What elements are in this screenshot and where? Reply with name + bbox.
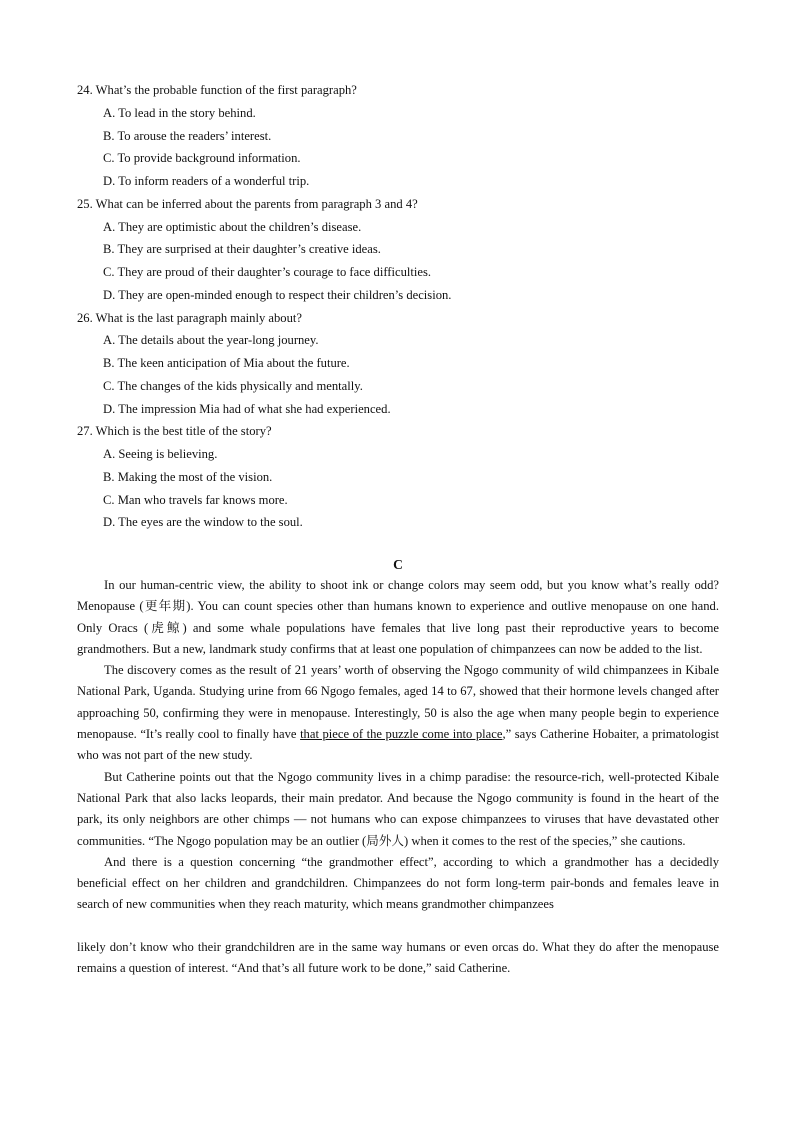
option-b: B. They are surprised at their daughter’s creative ideas. [103, 242, 381, 257]
option-b: B. Making the most of the vision. [103, 469, 273, 484]
option-d: D. The eyes are the window to the soul. [103, 515, 303, 530]
option-c: C. To provide background information. [103, 151, 301, 166]
option-a: A. To lead in the story behind. [103, 105, 256, 120]
option-d: D. To inform readers of a wonderful trip. [103, 174, 310, 188]
question-25 [77, 193, 737, 307]
option-d: D. The impression Mia had of what she had experienced. [103, 401, 391, 416]
question-stem: 27. Which is the best title of the story? [77, 424, 272, 439]
question-list [77, 79, 737, 534]
question-stem: 26. What is the last paragraph mainly about? [77, 310, 302, 325]
paragraph-3: But Catherine points out that the Ngogo community lives in a chimp paradise: the resource-rich, well-protected Kibale National Park that also lacks leopards, their main predator. And because the Ngogo community is found in the heart of the park, its only neighbors are other chimps — not humans who can expose chimpanzees to viruses that have devastated other communities. “The Ngogo population may be an outlier (局外人) when it comes to the rest of the species,” she cautions. [77, 769, 719, 848]
option-c: C. Man who travels far knows more. [103, 492, 288, 507]
paragraph-2 [77, 660, 719, 766]
option-a: A. They are optimistic about the children’s disease. [103, 219, 362, 234]
option-a: A. The details about the year-long journey. [103, 333, 319, 348]
option-c: C. The changes of the kids physically and mentally. [103, 378, 363, 393]
paragraph-4-continued: likely don’t know who their grandchildren are in the same way humans or even orcas do. What they do after the menopause remains a question of interest. “And that’s all future work to be done,” said Catherine. [77, 940, 719, 976]
question-27 [77, 420, 737, 534]
blank-line [77, 916, 719, 937]
question-stem: 24. What’s the probable function of the first paragraph? [77, 83, 357, 97]
paragraph-2-text: The discovery comes as the result of 21 years’ worth of observing the Ngogo community of wild chimpanzees in Kibale National Park, Uganda. Studying urine from 66 Ngogo females, aged 14 to 67, showed that their hormone levels changed after approaching 50, confirming they were in menopause. Interestingly, 50 is also the age when many people begin to experience menopause. “It’s really cool to finally have [77, 663, 719, 742]
section-title: C [393, 557, 403, 572]
paragraph-2-text-end: ,” says Catherine Hobaiter, a primatologist who was not part of the new study. [77, 727, 719, 763]
question-stem: 25. What can be inferred about the parents from paragraph 3 and 4? [77, 196, 418, 211]
paragraph-4: And there is a question concerning “the grandmother effect”, according to which a grandmother has a decidedly beneficial effect on her children and grandchildren. Chimpanzees do not form long-term pair-bonds and females leave in search of new communities when they reach maturity, which means grandmother chimpanzees [77, 854, 719, 912]
underlined-phrase: that piece of the puzzle come into place [300, 727, 503, 742]
option-a: A. Seeing is believing. [103, 447, 218, 461]
option-b: B. The keen anticipation of Mia about the future. [103, 356, 350, 370]
question-24 [77, 79, 737, 193]
option-c: C. They are proud of their daughter’s courage to face difficulties. [103, 265, 432, 279]
paragraph-1: In our human-centric view, the ability to shoot ink or change colors may seem odd, but you know what’s really odd? Menopause (更年期). You can count species other than humans known to experience and outlive menopause on one hand. Only Oracs (虎鲸) and some whale populations have females that live long past their reproductive years to become grandmothers. But a new, landmark study confirms that at least one population of chimpanzees can now be added to the list. [77, 578, 719, 656]
option-b: B. To arouse the readers’ interest. [103, 128, 272, 143]
reading-passage [77, 575, 719, 980]
option-d: D. They are open-minded enough to respect their children’s decision. [103, 287, 452, 302]
question-26 [77, 307, 737, 421]
